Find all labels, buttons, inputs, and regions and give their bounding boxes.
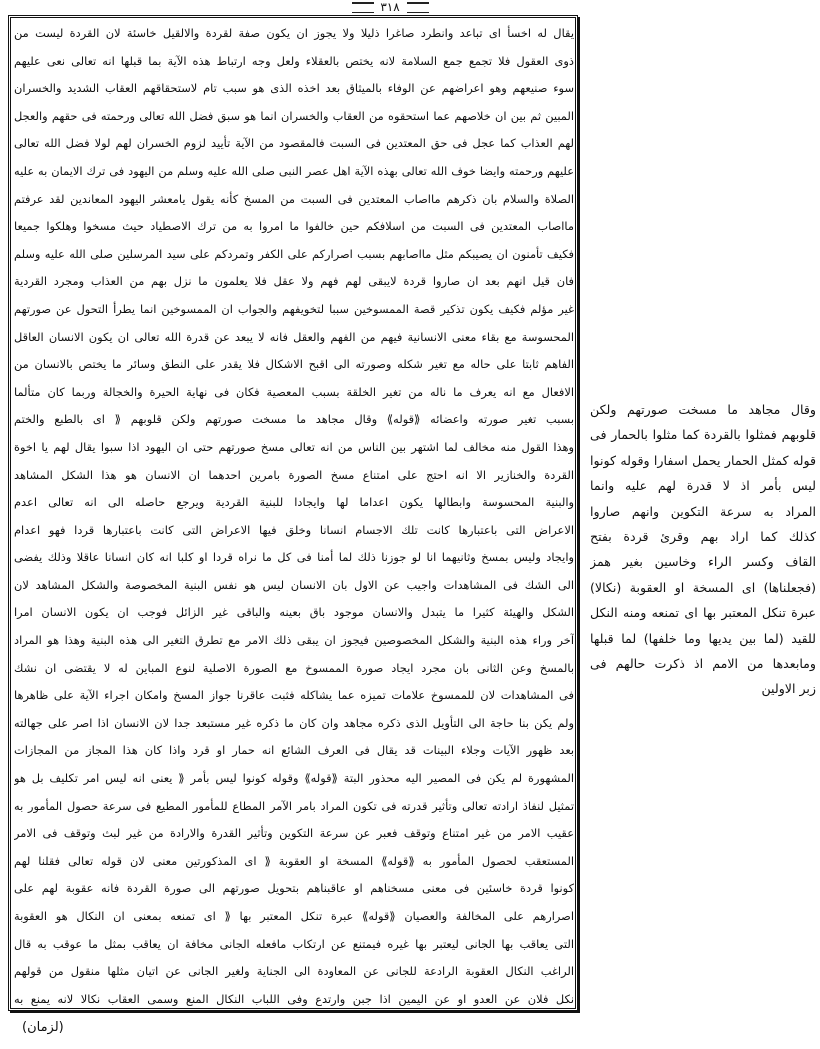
text-line: سوء صنيعهم وهو اعراضهم عن الوفاء بالميثاق بعد اخذه الذى هو سبب تام لاستحقاقهم العقاب الشديد والخسران — [14, 81, 574, 96]
margin-note-line: عبرة تنكل المعتبر بها اى تمنعه ومنه النكل — [590, 605, 816, 621]
text-line: الراغب النكال العقوبة الرادعة للجانى عن المعاودة الى الجناية ولغير الجانى عن اتيان مثلها منقول من قولهم — [14, 964, 574, 979]
page-number: ٣١٨ — [380, 0, 400, 14]
text-line: بالمسخ وعن الثانى بان مجرد ايجاد صورة الممسوخ مع الصورة الاصلية لنوع المباين له لا يقتضى ان نشك — [14, 660, 574, 675]
text-line: وايجاد وليس بمسخ وثانيهما انا لو جوزنا ذلك لما أمنا فى كل ما نراه قردا او كلبا انه كان انسانا عاقلا وذلك يفضى — [14, 550, 574, 565]
text-line: كونوا قردة خاسئين فى معنى مسخناهم او عاقبناهم بتحويل صورتهم الى صورة القردة فانه عقوبة لهم على — [14, 881, 574, 896]
text-line: الصلاة والسلام بان ذكرهم مااصاب المعتدين فى السبت من المسخ كأنه يقول يامعشر اليهود المعاندين لقد عرفتم — [14, 191, 574, 206]
text-line: آخر وراء هذه البنية والشكل المخصوصين فيجوز ان يبقى ذلك الامر مع تطرق التغير الى هذه البنية وهذا هو المراد — [14, 633, 574, 648]
text-line: ذوى العقول فلا تجمع جمع السلامة لانه يختص بالعقلاء ولعل وجه ارتباط هذه الآية بما قبلها انه تعالى نعى عليهم — [14, 53, 574, 68]
margin-note-line: ومابعدها من الامم اذ ذكرت حالهم فى — [590, 655, 816, 671]
margin-note-line: كذلك كما اراد بهم وقرئ قردة بفتح — [590, 528, 816, 544]
text-line: عقيب الامر من غير امتناع وتوقف فعبر عن سرعة التكوين وتأثير القدرة والارادة من غير لبث وتوقف فى الامر — [14, 826, 574, 841]
page-header — [320, 0, 460, 14]
text-line: فان قيل انهم بعد ان صاروا قردة لايبقى لهم فهم ولا عقل فلا يعلمون ما نزل بهم من العذاب ومجرد القردية — [14, 274, 574, 289]
text-line: القردة والخنازير الا انه احتج على امتناع مسخ الصورة بامرين احدهما ان الانسان هو هذا الشكل المشاهد — [14, 467, 574, 482]
text-line: اصرارهم على المخالفة والعصيان ⟪قوله⟫ عبرة تنكل المعتبر بها ⟪ اى تمنعه بمعنى ان النكال هو العقوبة — [14, 909, 574, 923]
main-commentary-text — [14, 20, 574, 1010]
margin-note-line: زبر الاولين — [761, 681, 816, 697]
text-line: يقال له اخسأ اى تباعد وانطرد صاغرا ذليلا ولا يجوز ان يكون صفة لقردة والالقيل خاسئة لان القردة ليست من — [14, 26, 574, 40]
margin-note-line: المراد به سرعة التكوين وانهم صاروا — [590, 503, 816, 519]
text-line: بسبب تغير صورته واعضائه ⟪قوله⟫ وقال مجاهد ما مسخت صورتهم ولكن قلوبهم ⟪ اى بالطبع والختم — [14, 412, 574, 427]
text-line: غير مؤلم فكيف يكون تذكير قصة الممسوخين سببا لتخويفهم والجواب ان الممسوخين انما يطرأ التحول عن صورتهم — [14, 301, 574, 316]
footer-catchword: (لزمان) — [22, 1020, 64, 1035]
ornament-left-icon — [352, 2, 374, 13]
text-line: الاعراض التى باعتبارها كانت تلك الاجسام انسانا وخلق فيها الاعراض التى كانت باعتبارها قردا فهو اعدام — [14, 522, 574, 537]
text-line: فكيف تأمنون ان يصيبكم مثل مااصابهم بسبب اصراركم على الكفر وتمردكم على سيد المرسلين صلى الله عليه وسلم — [14, 246, 574, 261]
text-line: الفاهم ثابتا على حاله مع تغير شكله وصورته الى اقبح الاشكال فلا يقدر على النطق وسائر ما يختص بالانسان من — [14, 357, 574, 372]
text-line: فى المشاهدات لان للممسوخ علامات تميزه عما يشاكله فثبت عاقرنا جواز المسخ وامكان اجراء الآية على ظاهرها — [14, 688, 574, 703]
margin-note — [590, 397, 816, 702]
text-line: عليهم ورحمته وايضا خوف الله تعالى بهذه الآية اهل عصر النبى صلى الله عليه وسلم من اليهود فى ترك الايمان به عليه — [14, 163, 574, 178]
text-line: بعد ظهور الآيات وجلاء البينات قد يقال فى العرف الشائع انه حمار او قرد واذا كان هذا المجاز من المجازات — [14, 743, 574, 758]
margin-note-line: وقال مجاهد ما مسخت صورتهم ولكن — [590, 402, 816, 417]
text-line: تمثيل لنفاذ ارادته تعالى وتأثير قدرته فى تكون المراد بامر الآمر المطاع للمأمور المطيع فى سرعة حصول المأمور به — [14, 798, 574, 813]
text-line: المحسوسة مع بقاء معنى الانسانية فيهم من الفهم والعقل فانه لا يبعد عن قدرة الله تعالى ان يكون الانسان العاقل — [14, 329, 574, 344]
text-line: الشكل والهيئة كثيرا ما يتبدل والانسان موجود باق بعينه والباقى غير الزائل فوجب ان يكون الانسان امرا — [14, 605, 574, 620]
margin-note-line: (فجعلناها) اى المسخة او العقوبة (نكالا) — [590, 579, 816, 595]
text-line: الى الشك فى المشاهدات واجيب عن الاول بان الانسان ليس هو نفس البنية المخصوصة والشكل المشاهد لان — [14, 577, 574, 592]
text-line: المبين ثم بين ان خلاصهم عما استحقوه من العقاب والخسران انما هو سبق فضل الله تعالى ورحمته فى حقهم والعجل — [14, 108, 574, 123]
text-line: مااصاب المعتدين فى السبت من اسلافكم حين خالفوا ما امروا به من ترك الاصطياد حيث مسخوا وهلكوا جميعا — [14, 219, 574, 234]
text-line: نكل فلان عن العدو او عن اليمين اذا جبن وارتدع وفى اللباب النكال المنع وسمى العقاب نكالا لانه يمنع به — [14, 991, 574, 1006]
text-line: المشهورة لم يكن فى المصير اليه محذور البتة ⟪قوله⟫ وقوله كونوا ليس بأمر ⟪ يعنى انه ليس امر تكليف بل هو — [14, 771, 574, 786]
text-line: الافعال مع انه يعرف ما ناله من تغير الخلقة بسبب المعصية فكان فى نهاية الحيرة والخجالة وربما كان متألما — [14, 384, 574, 399]
text-line: ولم يكن بنا حاجة الى التأويل الذى ذكره مجاهد وان كان ما ذكره غير مستبعد جدا لان الانسان اذا اصر على جهالته — [14, 715, 574, 730]
text-line: وهذا القول منه مخالف لما اشتهر بين الناس من انه تعالى مسخ صورتهم حتى ان اليهود اذا سبوا يقال لهم يا اخوة — [14, 439, 574, 454]
text-line: والبنية المحسوسة وابطالها يكون اعداما لها وايجادا للبنية القردية ويرجع حاصله الى انه تعالى اعدم — [14, 495, 574, 510]
text-line: التى يعاقب بها الجانى ليعتبر بها غيره فيمتنع عن ارتكاب مافعله الجانى مخافة ان يعاقب بمثل ما عوقب به قال — [14, 936, 574, 951]
margin-note-line: قوله كمثل الحمار يحمل اسفارا وقوله كونوا — [590, 452, 816, 468]
margin-note-line: ليس بأمر اذ لا قدرة لهم عليه وانما — [590, 478, 816, 494]
margin-note-line: قلوبهم فمثلوا بالقردة كما مثلوا بالحمار فى — [590, 427, 816, 443]
ornament-right-icon — [407, 2, 429, 13]
text-line: المستعقب لحصول المأمور به ⟪قوله⟫ المسخة او العقوبة ⟪ اى المذكورتين معنى لان قوله تعالى فقلنا لهم — [14, 853, 574, 868]
margin-note-line: القاف وكسر الراء وخاسين بغير همز — [590, 554, 816, 570]
margin-note-line: للقيد (لما بين يديها وما خلفها) لما قبلها — [590, 630, 816, 646]
text-line: لهم العذاب كما عجل فى حق المعتدين فى السبت فالمقصود من الآية تأييد لزوم الخسران لهم لولا فضل الله تعالى — [14, 136, 574, 151]
